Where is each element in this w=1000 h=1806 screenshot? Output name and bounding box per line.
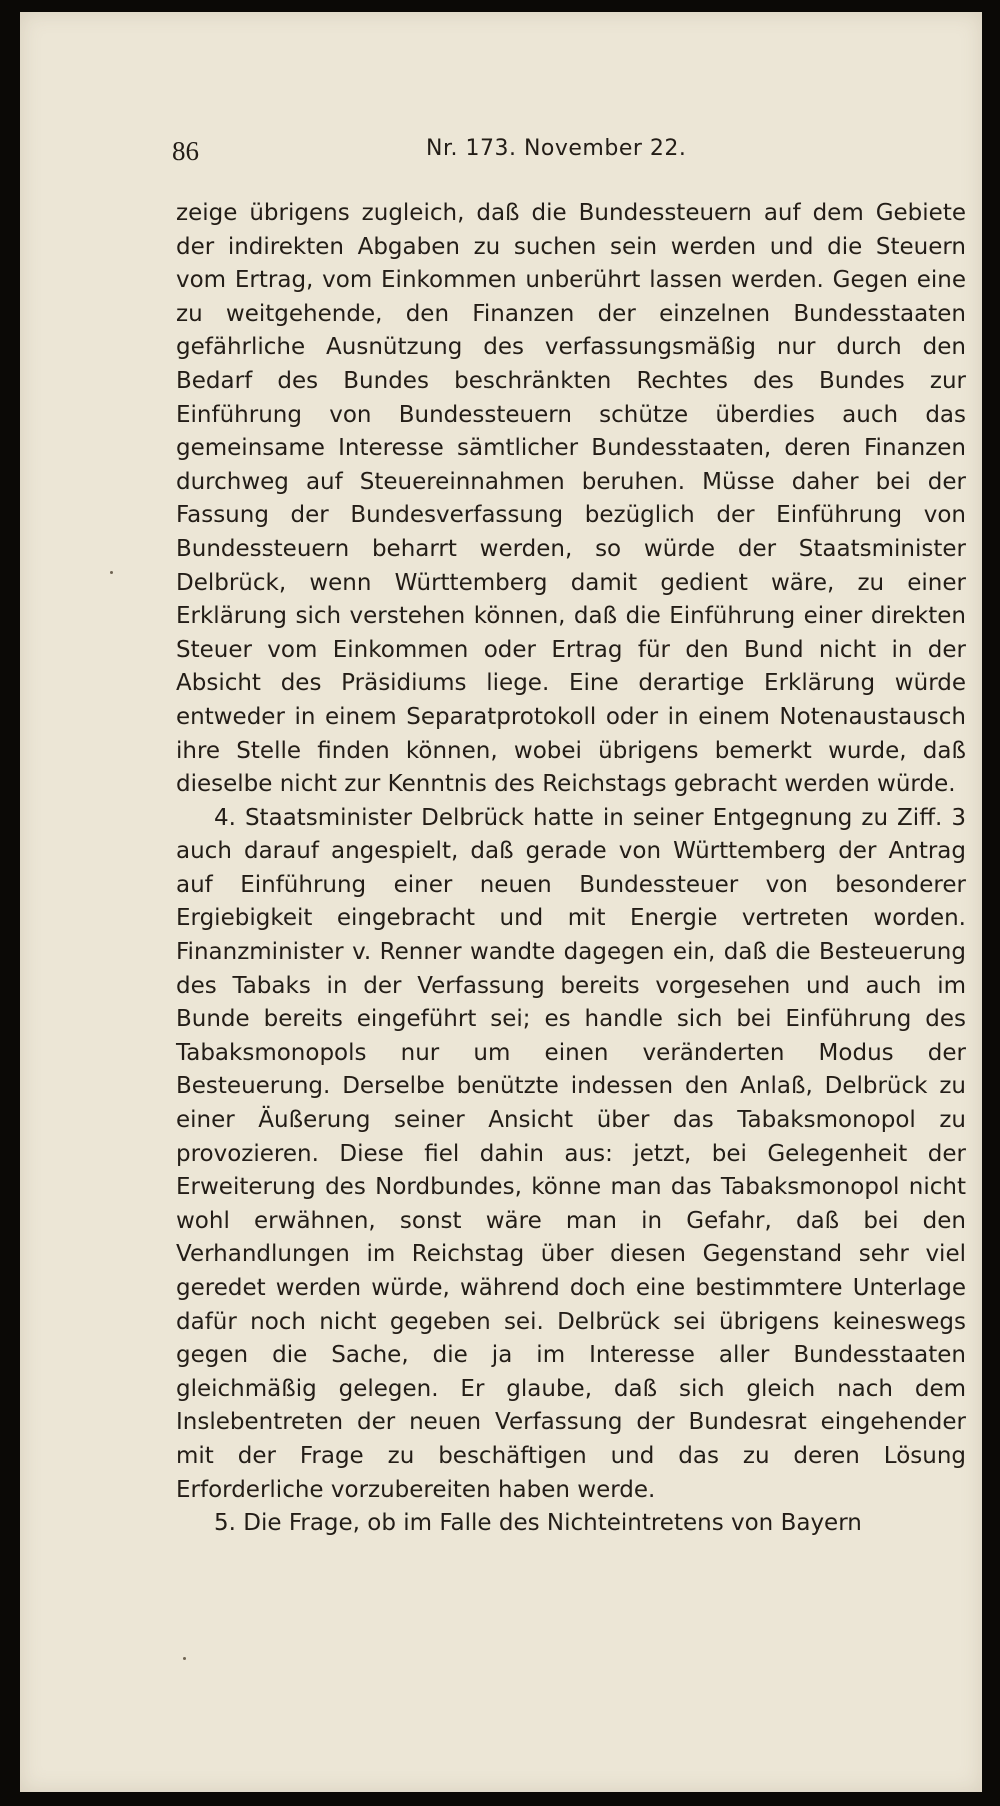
running-head: Nr. 173. November 22. [426,136,687,161]
paragraph-continuation: zeige übrigens zugleich, daß die Bundessteuern auf dem Gebiete der indirekten Abgaben zu suchen sein werden und die Steuern vom Ertrag, vom Einkommen unberührt lassen werden. Gegen eine zu weitgehende, den Finanzen der einzelnen Bundesstaaten gefährliche Ausnützung des verfassungsmäßig nur durch den Bedarf des Bundes beschränkten Rechtes des Bundes zur Einführung von Bundessteuern schütze überdies auch das gemeinsame Interesse sämtlicher Bundesstaaten, deren Finanzen durchweg auf Steuereinnahmen beruhen. Müsse daher bei der Fassung der Bundesverfassung bezüglich der Einführung von Bundessteuern beharrt werden, so würde der Staatsminister Delbrück, wenn Württemberg damit gedient wäre, zu einer Erklärung sich verstehen können, daß die Einführung einer direkten Steuer vom Einkommen oder Ertrag für den Bund nicht in der Absicht des Präsidiums liege. Eine derartige Erklärung würde entweder in einem Separatprotokoll oder in einem Notenaustausch ihre Stelle finden können, wobei übrigens bemerkt wurde, daß dieselbe nicht zur Kenntnis des Reichstags gebracht werden würde. [176,200,966,798]
document-body [176,197,966,1541]
paragraph-item-4: 4. Staatsminister Delbrück hatte in seiner Entgegnung zu Ziff. 3 auch darauf angespielt, daß gerade von Württemberg der Antrag auf Einführung einer neuen Bundessteuer von besonderer Ergiebigkeit eingebracht und mit Energie vertreten worden. Finanzminister v. Renner wandte dagegen ein, daß die Besteuerung des Tabaks in der Verfassung bereits vorgesehen und auch im Bunde bereits eingeführt sei; es handle sich bei Einführung des Tabaksmonopols nur um einen veränderten Modus der Besteuerung. Derselbe benützte indessen den Anlaß, Delbrück zu einer Äußerung seiner Ansicht über das Tabaksmonopol zu provozieren. Diese fiel dahin aus: jetzt, bei Gelegenheit der Erweiterung des Nordbundes, könne man das Tabaksmonopol nicht wohl erwähnen, sonst wäre man in Gefahr, daß bei den Verhandlungen im Reichstag über diesen Gegenstand sehr viel geredet werden würde, während doch eine bestimmtere Unterlage dafür noch nicht gegeben sei. Delbrück sei übrigens keineswegs gegen die Sache, die ja im Interesse aller Bundesstaaten gleichmäßig gelegen. Er glaube, daß sich gleich nach dem Inslebentreten der neuen Verfassung der Bundesrat eingehender mit der Frage zu beschäftigen und das zu deren Lösung Erforderliche vorzubereiten haben werde. [176,804,966,1503]
paragraph-item-5: 5. Die Frage, ob im Falle des Nichteintretens von Bayern [214,1510,862,1537]
page-number: 86 [172,136,199,166]
page-header [172,136,962,176]
margin-speck [183,1657,186,1660]
margin-speck [110,571,113,574]
